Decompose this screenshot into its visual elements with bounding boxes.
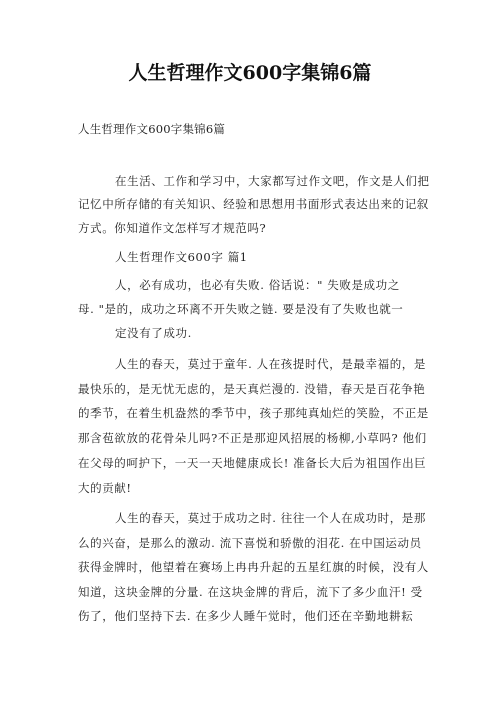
- paragraph-line: 伤了，他们坚持下去. 在多少人睡午觉时，他们还在辛勤地耕耘: [78, 609, 414, 623]
- paragraph-line: 记忆中所存储的有关知识、经验和思想用书面形式表达出来的记叙: [78, 197, 429, 211]
- paragraph-line: 人，必有成功，也必有失败. 俗话说：" 失败是成功之: [115, 278, 400, 292]
- paragraph-line: 母. "是的，成功之环离不开失败之链. 要是没有了失败也就一: [78, 302, 404, 316]
- document-subtitle: 人生哲理作文600字集锦6篇: [78, 122, 226, 136]
- paragraph-line: 人生的春天，莫过于童年. 人在孩提时代，是最幸福的，是: [115, 357, 427, 371]
- paragraph-line: 在生活、工作和学习中，大家都写过作文吧，作文是人们把: [115, 174, 430, 188]
- paragraph-line: 在父母的呵护下，一天一天地健康成长! 准备长大后为祖国作出巨: [78, 456, 427, 470]
- paragraph-line: 那含苞欲放的花骨朵儿吗?不正是那迎风招展的杨柳,小草吗? 他们: [78, 431, 427, 445]
- paragraph-line: 最快乐的，是无忧无虑的，是天真烂漫的. 没错，春天是百花争艳: [78, 382, 426, 396]
- paragraph-line: 获得金牌时，他望着在赛场上冉冉升起的五星红旗的时候，没有人: [78, 560, 429, 574]
- paragraph-line: 人生的春天，莫过于成功之时. 往往一个人在成功时，是那: [115, 511, 427, 525]
- paragraph-line: 定没有了成功.: [115, 326, 192, 340]
- paragraph-line: 大的贡献!: [78, 481, 132, 495]
- paragraph-line: 方式。你知道作文怎样写才规范吗?: [78, 221, 267, 235]
- paragraph-line: 么的兴奋，是那么的激动. 流下喜悦和骄傲的泪花. 在中国运动员: [78, 536, 422, 550]
- paragraph-line: 知道，这块金牌的分量. 在这块金牌的背后，流下了多少血汗! 受: [78, 585, 423, 599]
- paragraph-line: 的季节，在着生机盎然的季节中，孩子那纯真灿烂的笑脸，不正是: [78, 406, 429, 420]
- document-title: 人生哲理作文600字集锦6篇: [128, 62, 372, 84]
- section-heading: 人生哲理作文600字 篇1: [115, 250, 248, 264]
